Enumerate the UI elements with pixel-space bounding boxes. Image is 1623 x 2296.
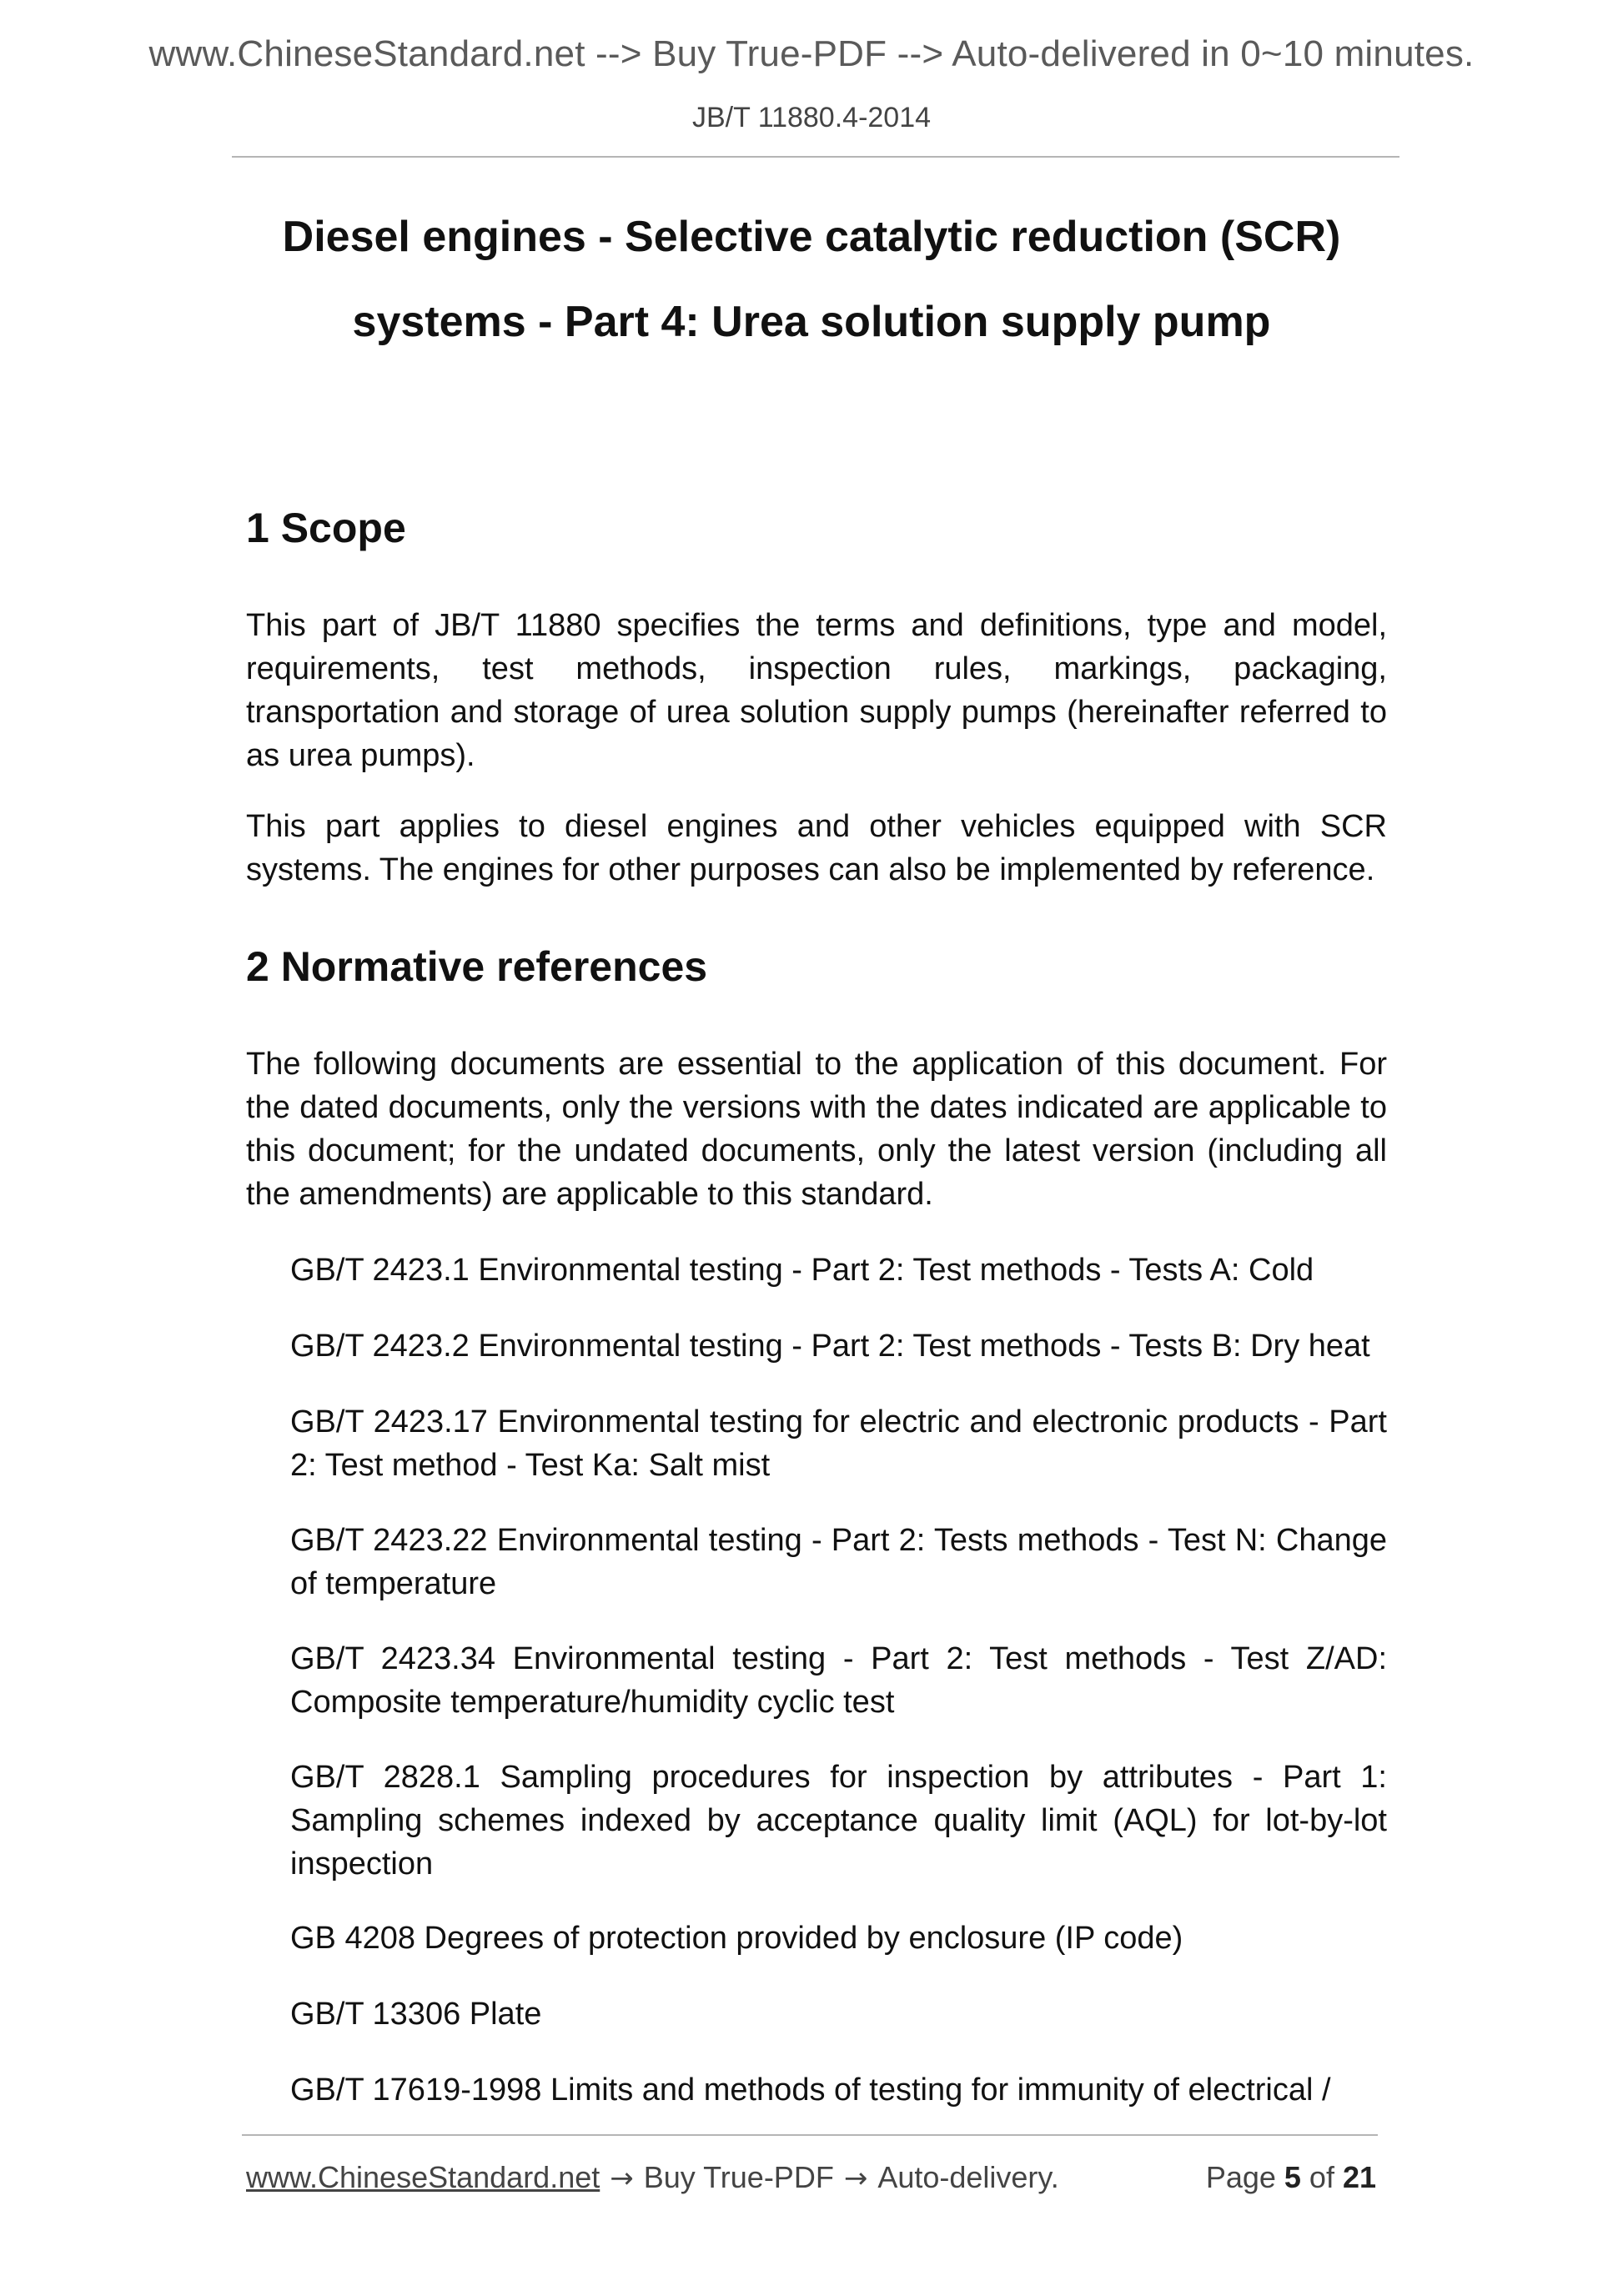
reference-item: GB/T 2423.2 Environmental testing - Part 2: Test methods - Tests B: Dry heat — [290, 1329, 1370, 1364]
reference-item: GB/T 2423.1 Environmental testing - Part 2: Test methods - Tests A: Cold — [290, 1253, 1314, 1288]
reference-item: GB/T 2423.22 Environmental testing - Part 2: Tests methods - Test N: Change of temperature — [290, 1523, 1387, 1601]
footer-delivery-text: Auto-delivery. — [877, 2160, 1059, 2194]
top-banner: www.ChineseStandard.net --> Buy True-PDF --> Auto-delivered in 0~10 minutes. — [148, 33, 1475, 74]
scope-paragraph: This part applies to diesel engines and other vehicles equipped with SCR systems. The engines for other purposes can also be implemented by reference. — [246, 809, 1387, 887]
reference-item: GB/T 2423.17 Environmental testing for electric and electronic products - Part 2: Test method - Test Ka: Salt mist — [290, 1404, 1387, 1483]
scope-paragraph: This part of JB/T 11880 specifies the terms and definitions, type and model, requirements, test methods, inspection rules, markings, packaging, transportation and storage of urea solution supply pumps (hereinafter referred to as urea pumps). — [246, 608, 1387, 773]
reference-item: GB/T 13306 Plate — [290, 1997, 542, 2032]
document-code: JB/T 11880.4-2014 — [691, 102, 932, 133]
footer-buy-text: Buy True-PDF — [643, 2160, 834, 2194]
footer-left — [246, 2160, 1059, 2195]
right-arrow-icon: → — [843, 2162, 868, 2195]
reference-item: GB/T 2423.34 Environmental testing - Part 2: Test methods - Test Z/AD: Composite temperature/humidity cyclic test — [290, 1641, 1387, 1720]
of-label: of — [1309, 2160, 1334, 2194]
footer-divider — [242, 2134, 1378, 2136]
header-divider — [232, 156, 1399, 158]
document-title-line-2: systems - Part 4: Urea solution supply pump — [352, 298, 1271, 346]
document-title-line-1: Diesel engines - Selective catalytic reduction (SCR) — [282, 213, 1341, 261]
current-page-number: 5 — [1284, 2160, 1301, 2194]
footer-site-link[interactable]: www.ChineseStandard.net — [246, 2160, 600, 2194]
normative-intro-paragraph: The following documents are essential to the application of this document. For the dated documents, only the versions with the dates indicated are applicable to this document; for the undated documents, only the latest version (including all the amendments) are applicable to this standard. — [246, 1047, 1387, 1212]
reference-item: GB 4208 Degrees of protection provided by enclosure (IP code) — [290, 1921, 1183, 1956]
page-indicator — [1206, 2160, 1376, 2195]
section-heading-normative-references: 2 Normative references — [246, 943, 708, 990]
reference-item: GB/T 2828.1 Sampling procedures for inspection by attributes - Part 1: Sampling schemes indexed by acceptance quality limit (AQL) for lot-by-lot inspection — [290, 1760, 1387, 1882]
right-arrow-icon: → — [610, 2162, 634, 2195]
total-pages-number: 21 — [1342, 2160, 1376, 2194]
section-heading-scope: 1 Scope — [246, 505, 406, 551]
reference-item: GB/T 17619-1998 Limits and methods of testing for immunity of electrical / — [290, 2072, 1331, 2108]
page-label: Page — [1205, 2160, 1276, 2194]
